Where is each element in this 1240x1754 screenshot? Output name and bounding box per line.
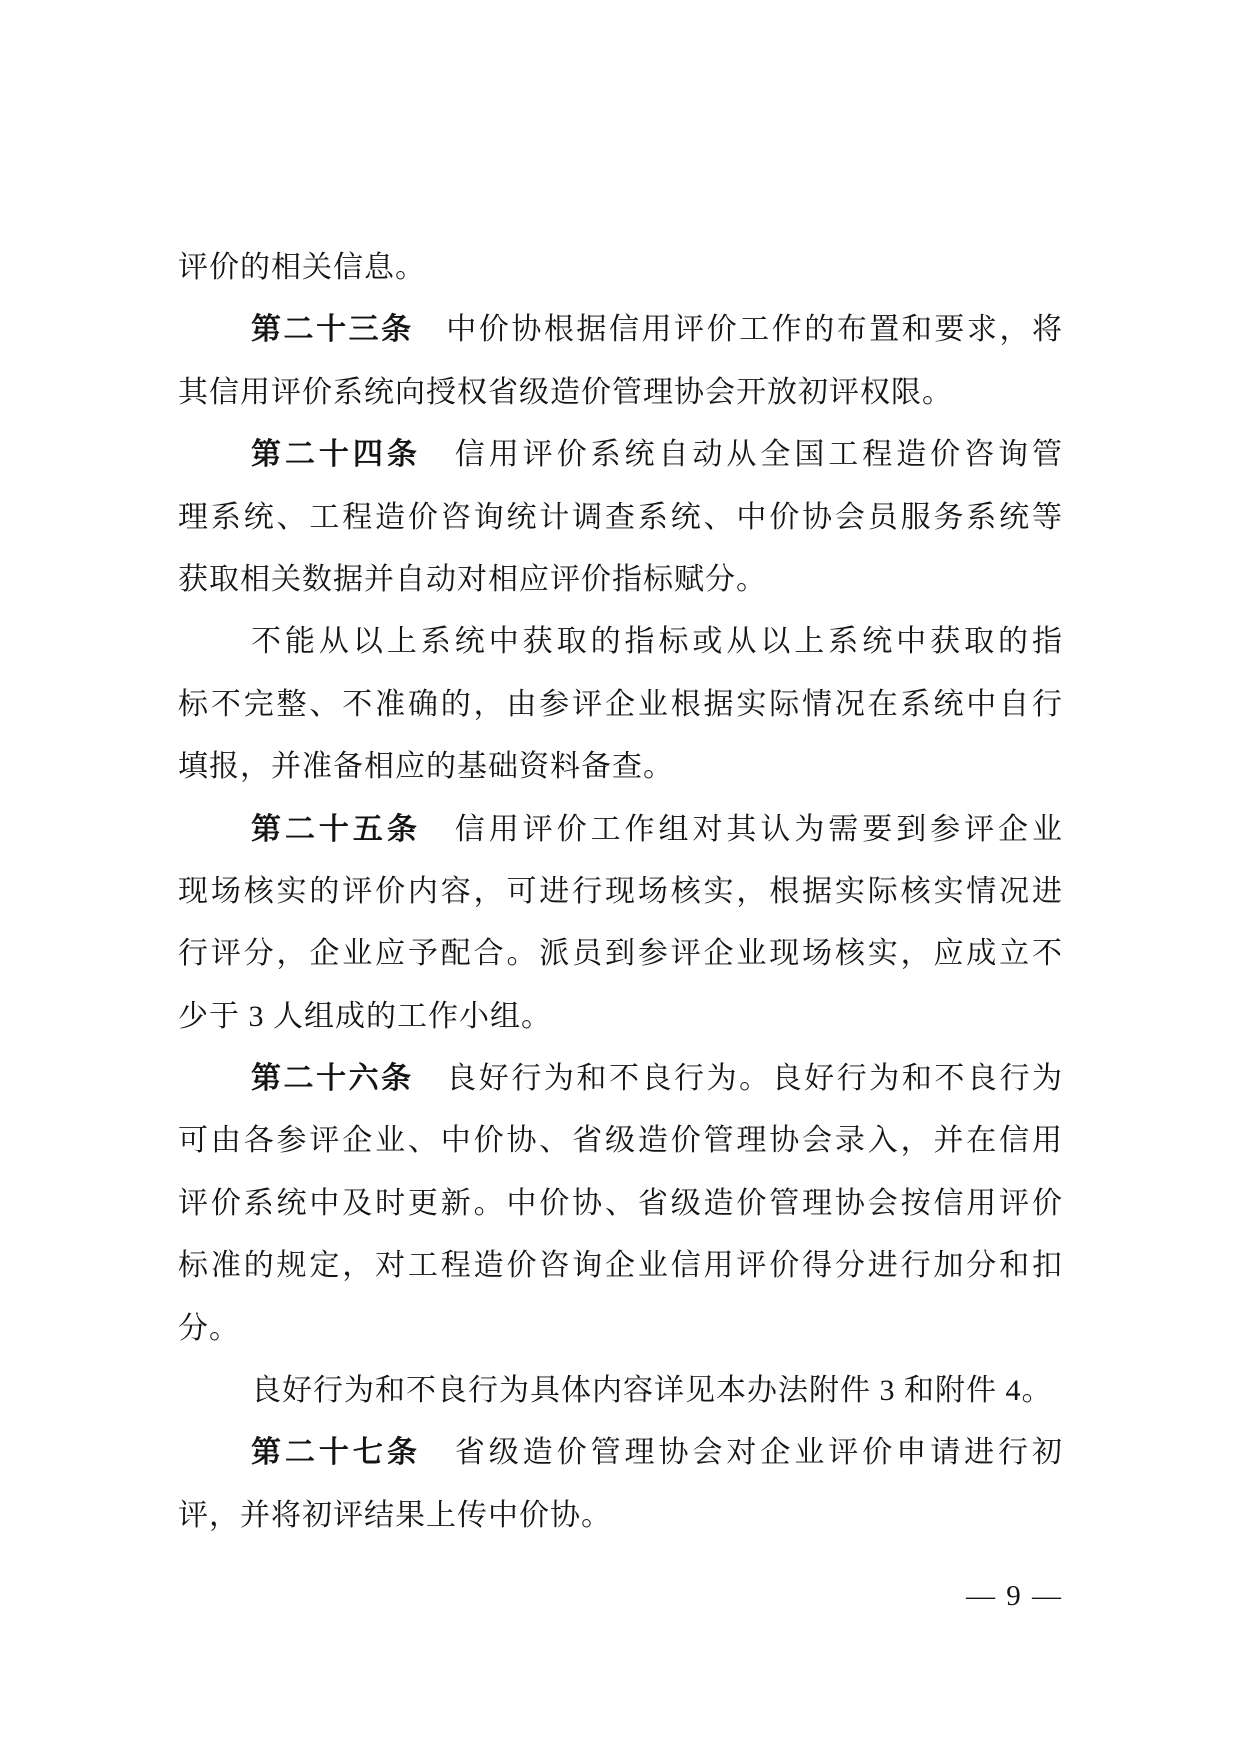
paragraph xyxy=(178,424,1063,611)
text-line: 第二十四条 信用评价系统自动从全国工程造价咨询管 xyxy=(251,438,1064,472)
text-line: 获取相关数据并自动对相应评价指标赋分。 xyxy=(178,562,767,596)
paragraph xyxy=(178,237,1063,299)
text-line: 标准的规定，对工程造价咨询企业信用评价得分进行加分和扣 xyxy=(178,1249,1063,1283)
article-number: 第二十六条 xyxy=(251,1062,414,1096)
article-number: 第二十五条 xyxy=(251,812,421,846)
page-number: — 9 — xyxy=(966,1580,1063,1612)
text-line: 可由各参评企业、中价协、省级造价管理协会录入，并在信用 xyxy=(178,1124,1063,1158)
text-line: 第二十七条 省级造价管理协会对企业评价申请进行初 xyxy=(251,1436,1064,1470)
text-line: 理系统、工程造价咨询统计调查系统、中价协会员服务系统等 xyxy=(178,500,1063,534)
text-line: 其信用评价系统向授权省级造价管理协会开放初评权限。 xyxy=(178,375,953,409)
article-number: 第二十三条 xyxy=(251,313,414,347)
text-line: 第二十五条 信用评价工作组对其认为需要到参评企业 xyxy=(251,812,1064,846)
text-line: 评，并将初评结果上传中价协。 xyxy=(178,1498,612,1532)
text-line: 标不完整、不准确的，由参评企业根据实际情况在系统中自行 xyxy=(178,687,1063,721)
paragraph xyxy=(178,1360,1063,1422)
text-line: 填报，并准备相应的基础资料备查。 xyxy=(178,750,674,784)
text-line: 分。 xyxy=(178,1311,240,1345)
text-line: 评价系统中及时更新。中价协、省级造价管理协会按信用评价 xyxy=(178,1186,1063,1220)
paragraph xyxy=(178,1422,1063,1547)
paragraph xyxy=(178,1048,1063,1360)
text-line: 不能从以上系统中获取的指标或从以上系统中获取的指 xyxy=(251,625,1063,659)
paragraph xyxy=(178,299,1063,424)
text-line: 良好行为和不良行为具体内容详见本办法附件 3 和附件 4。 xyxy=(251,1374,1053,1408)
text-line: 评价的相关信息。 xyxy=(178,251,426,284)
text-line: 现场核实的评价内容，可进行现场核实，根据实际核实情况进 xyxy=(178,874,1063,908)
text-line: 第二十六条 良好行为和不良行为。良好行为和不良行为 xyxy=(251,1062,1064,1096)
paragraph xyxy=(178,611,1063,798)
paragraph xyxy=(178,799,1063,1049)
text-line: 行评分，企业应予配合。派员到参评企业现场核实，应成立不 xyxy=(178,937,1063,971)
article-number: 第二十七条 xyxy=(251,1436,421,1470)
text-line: 第二十三条 中价协根据信用评价工作的布置和要求，将 xyxy=(251,313,1064,347)
article-number: 第二十四条 xyxy=(251,438,421,472)
text-line: 少于 3 人组成的工作小组。 xyxy=(178,999,552,1033)
document-body xyxy=(178,237,1063,1547)
page-footer xyxy=(178,1576,1063,1616)
